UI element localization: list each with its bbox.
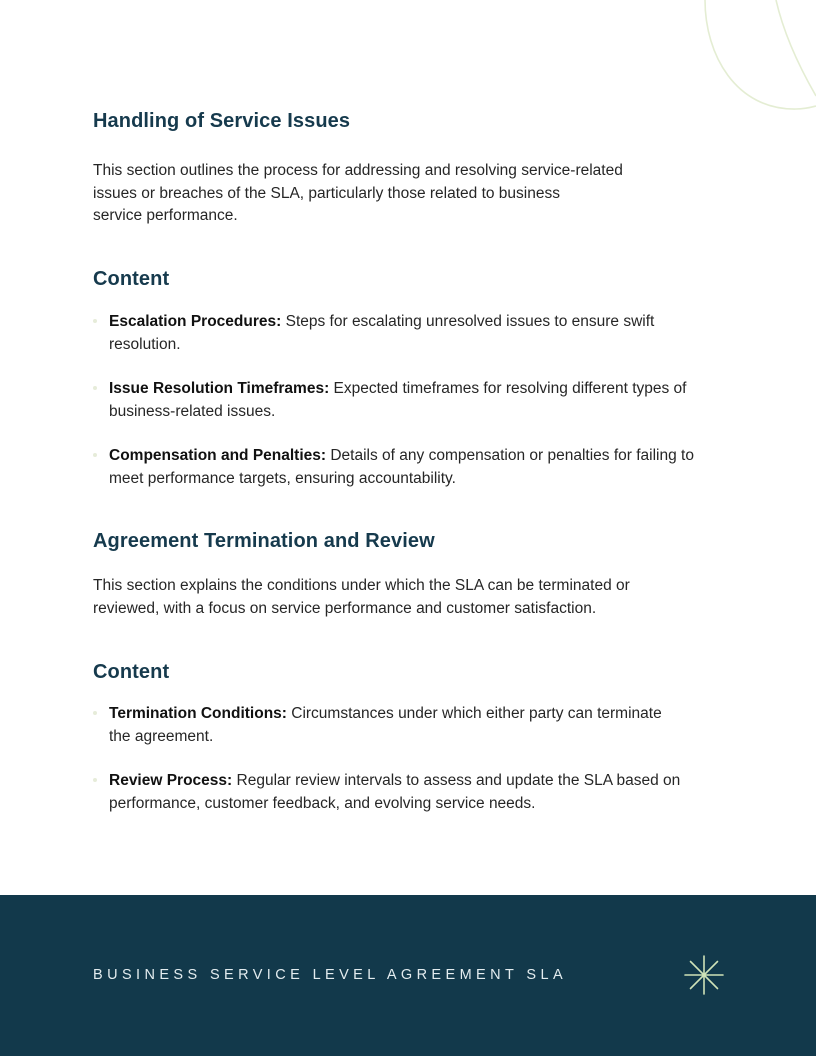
bullet-icon xyxy=(93,778,97,782)
starburst-icon xyxy=(684,955,724,995)
bullet-icon xyxy=(93,386,97,390)
item-term: Escalation Procedures: xyxy=(109,313,282,330)
section-intro-service-issues xyxy=(93,160,733,228)
subheading-content: Content xyxy=(93,661,170,683)
section-intro-termination-review xyxy=(93,575,733,620)
intro-line: This section explains the conditions under which the SLA can be terminated or xyxy=(93,577,630,594)
item-term: Review Process: xyxy=(109,772,233,789)
bullet-icon xyxy=(93,319,97,323)
item-term: Issue Resolution Timeframes: xyxy=(109,380,330,397)
intro-line: This section outlines the process for addressing and resolving service-related xyxy=(93,162,623,179)
intro-line: service performance. xyxy=(93,207,238,224)
item-description: Regular review intervals to assess and update the SLA based on performance, customer feedback, and evolving service needs. xyxy=(109,772,681,812)
page-footer xyxy=(0,895,816,1056)
item-term: Compensation and Penalties: xyxy=(109,447,327,464)
subheading-content: Content xyxy=(93,268,170,290)
item-description: Steps for escalating unresolved issues to ensure swift resolution. xyxy=(109,313,655,353)
item-term: Termination Conditions: xyxy=(109,705,287,722)
bullet-icon xyxy=(93,453,97,457)
intro-line: issues or breaches of the SLA, particularly those related to business xyxy=(93,184,560,202)
item-description: Expected timeframes for resolving different types of business-related issues. xyxy=(109,380,687,420)
section-heading-termination-review: Agreement Termination and Review xyxy=(93,530,435,552)
intro-line: reviewed, with a focus on service performance and customer satisfaction. xyxy=(93,599,597,617)
decorative-curve xyxy=(696,0,816,120)
footer-title: BUSINESS SERVICE LEVEL AGREEMENT SLA xyxy=(93,967,568,983)
section-heading-service-issues: Handling of Service Issues xyxy=(93,110,351,132)
item-description: Details of any compensation or penalties for failing to meet performance targets, ensuring accountability. xyxy=(109,447,694,487)
item-description: Circumstances under which either party can terminate the agreement. xyxy=(109,705,662,745)
bullet-icon xyxy=(93,711,97,715)
